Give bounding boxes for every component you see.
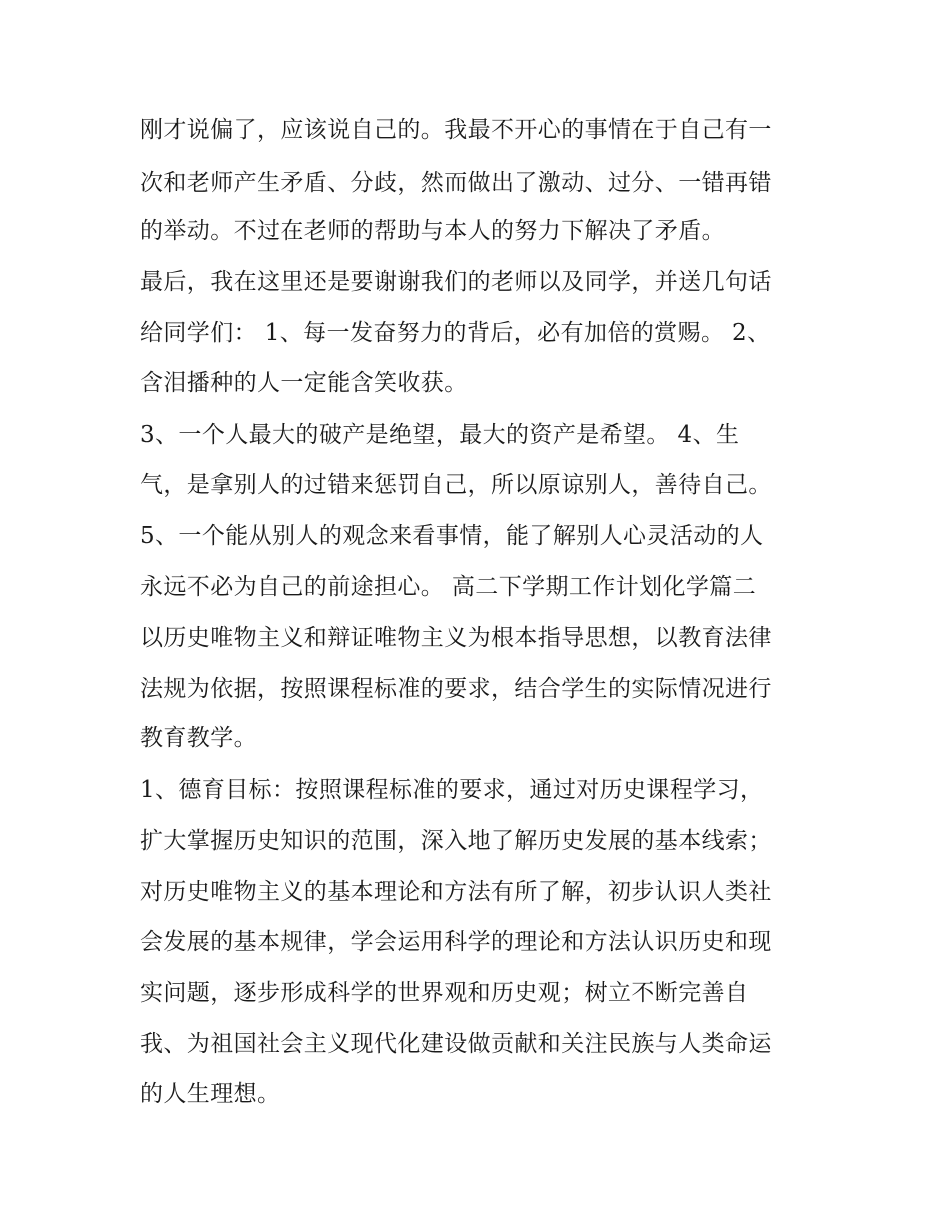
- text-line-11: 以历史唯物主义和辩证唯物主义为根本指导思想，以教育法律: [140, 625, 772, 651]
- text-line-5: 给同学们： 1、每一发奋努力的背后，必有加倍的赏赐。 2、: [140, 320, 771, 346]
- text-line-6: 含泪播种的人一定能含笑收获。: [140, 370, 468, 396]
- text-line-1: 刚才说偏了，应该说自己的。我最不开心的事情在于自己有一: [140, 117, 772, 143]
- text-line-17: 会发展的基本规律，学会运用科学的理论和方法认识历史和现: [140, 929, 772, 955]
- text-line-9: 5、一个能从别人的观念来看事情，能了解别人心灵活动的人: [140, 523, 764, 549]
- text-line-16: 对历史唯物主义的基本理论和方法有所了解，初步认识人类社: [140, 879, 772, 905]
- text-line-19: 我、为祖国社会主义现代化建设做贡献和关注民族与人类命运: [140, 1031, 772, 1057]
- text-line-2: 次和老师产生矛盾、分歧，然而做出了激动、过分、一错再错: [140, 170, 772, 196]
- text-line-3: 的举动。不过在老师的帮助与本人的努力下解决了矛盾。: [140, 218, 725, 244]
- text-line-8: 气，是拿别人的过错来惩罚自己，所以原谅别人，善待自己。: [140, 472, 772, 498]
- text-line-4: 最后，我在这里还是要谢谢我们的老师以及同学，并送几句话: [140, 269, 772, 295]
- text-line-14: 1、德育目标：按照课程标准的要求，通过对历史课程学习，: [140, 777, 764, 803]
- text-line-18: 实问题，逐步形成科学的世界观和历史观；树立不断完善自: [140, 980, 749, 1006]
- text-line-20: 的人生理想。: [140, 1081, 281, 1107]
- text-line-7: 3、一个人最大的破产是绝望，最大的资产是希望。 4、生: [140, 422, 740, 448]
- text-line-13: 教育教学。: [140, 725, 257, 751]
- text-line-15: 扩大掌握历史知识的范围，深入地了解历史发展的基本线索；: [140, 828, 772, 854]
- text-line-10: 永远不必为自己的前途担心。 高二下学期工作计划化学篇二: [140, 574, 757, 600]
- text-line-12: 法规为依据，按照课程标准的要求，结合学生的实际情况进行: [140, 676, 772, 702]
